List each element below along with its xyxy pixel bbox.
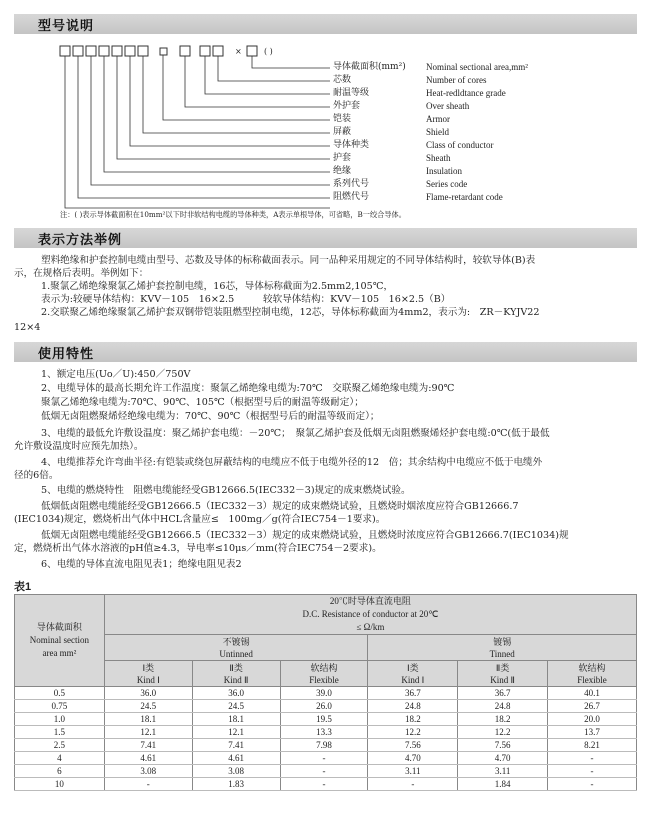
text-line: 塑料绝缘和护套控制电缆由型号、芯数及导体的标称截面表示。同一品种采用规定的不同导体结构时，较软导体(B)表 xyxy=(41,255,536,266)
label-en: Heat-redldtance grade xyxy=(426,88,506,98)
section-title: 型号说明 xyxy=(38,19,95,34)
label-cn: 屏蔽 xyxy=(333,127,352,137)
text-line: 6、电缆的导体直流电阻见表1；绝缘电阻见表2 xyxy=(41,559,242,570)
text-line: 示，在规格后表明。举例如下： xyxy=(14,268,149,279)
table-header-row xyxy=(15,635,637,661)
table-row: 10 - 1.83 - - 1.84 - xyxy=(15,778,637,791)
label-cn: 系列代号 xyxy=(333,179,370,189)
text-line: 2.交联聚乙烯绝缘聚氯乙烯护套双钢带铠装阻燃型控制电缆，12芯，导体标称截面为4mm2，表示为: ZR－KYJV22 xyxy=(41,307,540,318)
label-en: Nominal sectional area,mm² xyxy=(426,62,528,72)
table-row: 2.5 7.41 7.41 7.98 7.56 7.56 8.21 xyxy=(15,739,637,752)
tinned-header: 镀锡 Tinned xyxy=(368,635,637,661)
kind1-header: Ⅰ类 Kind Ⅰ xyxy=(104,661,192,687)
text-line: 允许敷设温度时应预先加热）。 xyxy=(14,441,144,452)
untinned-header: 不镀锡 Untinned xyxy=(104,635,368,661)
table-row: 0.5 36.0 36.0 39.0 36.7 36.7 40.1 xyxy=(15,687,637,700)
text-line: 3、电缆的最低允许敷设温度：聚乙烯护套电缆：－20℃； 聚氯乙烯护套及低烟无卤阻燃聚烯烃护套电缆:0℃(低于最低 xyxy=(41,428,550,439)
text-line: 1.聚氯乙烯绝缘聚氯乙烯护套控制电缆，16芯，导体标称截面为2.5mm2,105℃， xyxy=(41,281,394,292)
kind1-header: Ⅰ类 Kind Ⅰ xyxy=(368,661,458,687)
kind2-header: Ⅱ类 Kind Ⅱ xyxy=(458,661,548,687)
text-line: 低烟无卤阻燃聚烯烃绝缘电缆为：70℃、90℃（根据型号后的耐温等级而定）； xyxy=(41,411,380,422)
table-row: 1.0 18.1 18.1 19.5 18.2 18.2 20.0 xyxy=(15,713,637,726)
text-line: 低烟低卤阻燃电缆能经受GB12666.5（IEC332－3）规定的成束燃烧试验，且燃烧时烟浓度应符合GB12666.7 xyxy=(41,501,519,512)
table-row: 0.75 24.5 24.5 26.0 24.8 24.8 26.7 xyxy=(15,700,637,713)
label-en: Sheath xyxy=(426,153,451,163)
label-en: Insulation xyxy=(426,166,462,176)
label-cn: 导体种类 xyxy=(333,140,370,150)
text-line: 定，燃烧析出气体水溶液的pH值≥4.3，导电率≤10μs／mm(符合IEC754－2要求)。 xyxy=(14,543,382,554)
table-caption: 表1 xyxy=(14,581,32,593)
label-cn: 护套 xyxy=(333,153,352,163)
text-line: 4、电缆推荐允许弯曲半径:有铠装或绕包屏蔽结构的电缆应不低于电缆外径的12 倍；其余结构中电缆应不低于电缆外 xyxy=(41,457,543,468)
text-line: 表示为:较硬导体结构：KVV－105 16×2.5 较软导体结构：KVV－105 16×2.5（B） xyxy=(41,294,451,305)
table-header-row xyxy=(15,595,637,635)
label-cn: 阻燃代号 xyxy=(333,192,370,202)
label-en: Number of cores xyxy=(426,75,487,85)
flexible-header: 软结构 Flexible xyxy=(280,661,368,687)
label-cn: 绝缘 xyxy=(333,166,352,176)
flexible-header: 软结构 Flexible xyxy=(548,661,637,687)
text-line: 5、电缆的燃烧特性 阻燃电缆能经受GB12666.5(IEC332－3)规定的成束燃烧试验。 xyxy=(41,485,411,496)
label-en: Flame-retardant code xyxy=(426,192,503,202)
table-header-row xyxy=(15,661,637,687)
model-note: 注：( )表示导体截面积在10mm²以下时非软结构电缆的导体种类，A表示单根导体，可省略，B一绞合导体。 xyxy=(60,210,406,219)
label-en: Over sheath xyxy=(426,101,470,111)
label-en: Class of conductor xyxy=(426,140,494,150)
paren-sign: ( ) xyxy=(264,47,273,56)
section-header-usage xyxy=(14,342,637,362)
section-header-model xyxy=(14,14,637,34)
label-en: Series code xyxy=(426,179,468,189)
table-row: 6 3.08 3.08 - 3.11 3.11 - xyxy=(15,765,637,778)
resistance-header: 20℃时导体直流电阻 D.C. Resistance of conductor at 20℃ ≤ Ω/km xyxy=(104,595,636,635)
text-line: 1、额定电压(Uo／U):450／750V xyxy=(41,369,191,380)
model-code-diagram xyxy=(0,40,340,210)
label-en: Shield xyxy=(426,127,450,137)
text-line: 2、电缆导体的最高长期允许工作温度：聚氯乙烯绝缘电缆为:70℃ 交联聚乙烯绝缘电缆为:90℃ xyxy=(41,383,455,394)
label-cn: 外护套 xyxy=(333,101,361,111)
text-line: 聚氯乙烯绝缘电缆为:70℃、90℃、105℃（根据型号后的耐温等级耐定）； xyxy=(41,397,364,408)
label-cn: 铠装 xyxy=(333,114,352,124)
table-row: 1.5 12.1 12.1 13.3 12.2 12.2 13.7 xyxy=(15,726,637,739)
resistance-table xyxy=(14,594,637,791)
section-title: 使用特性 xyxy=(38,347,95,362)
label-en: Armor xyxy=(426,114,450,124)
label-cn: 耐温等级 xyxy=(333,88,370,98)
times-sign: × xyxy=(235,47,242,56)
section-title: 表示方法举例 xyxy=(38,233,123,248)
table-row: 4 4.61 4.61 - 4.70 4.70 - xyxy=(15,752,637,765)
label-cn: 芯数 xyxy=(333,75,352,85)
text-line: (IEC1034)规定，燃烧析出气体中HCL含量应≤ 100mg／g(符合IEC754－1要求)。 xyxy=(14,514,386,525)
text-line: 12×4 xyxy=(14,322,41,333)
area-header: 导体截面积 Nominal section area mm² xyxy=(15,595,105,687)
label-cn: 导体截面积(mm²) xyxy=(333,62,406,72)
text-line: 低烟无卤阻燃电缆能经受GB12666.5（IEC332－3）规定的成束燃烧试验，且燃烧时浓度应符合GB12666.7(IEC1034)规 xyxy=(41,530,569,541)
text-line: 径的6倍。 xyxy=(14,470,59,481)
kind2-header: Ⅱ类 Kind Ⅱ xyxy=(192,661,280,687)
section-header-method xyxy=(14,228,637,248)
